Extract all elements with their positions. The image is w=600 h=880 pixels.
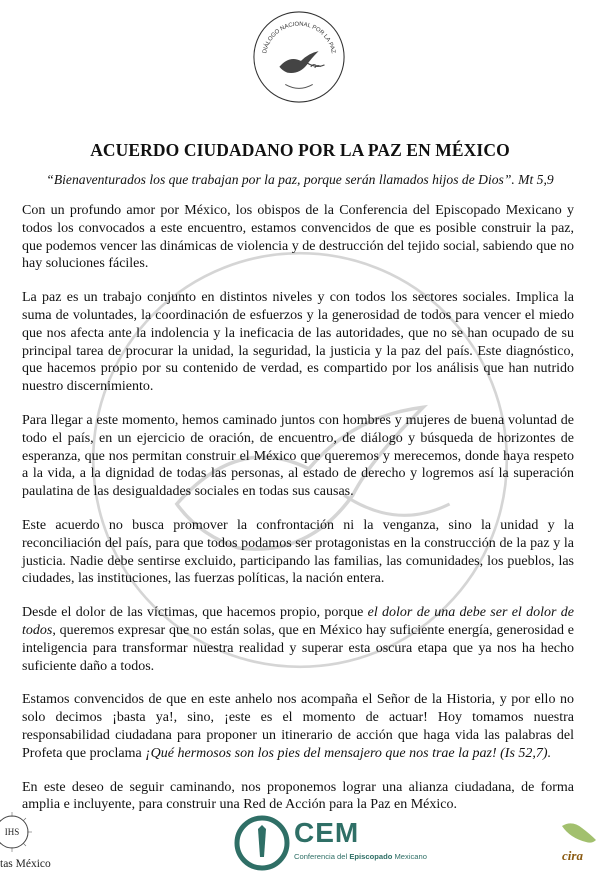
paragraph-1: Con un profundo amor por México, los obispos de la Conferencia del Episcopado Mexicano y todos los convocados a este encuentro, estamos convencidos de que es posible construir la paz, que podemos vencer las dinámicas de violencia y de destrucción del tejido social, sabiendo que no hay soluciones fáciles. (22, 203, 574, 272)
paragraph-6-emphasis: ¡Qué hermosos son los pies del mensajero que nos trae la paz! (Is 52,7). (145, 745, 552, 761)
paragraph-7: En este deseo de seguir caminando, nos proponemos lograr una alianza ciudadana, de forma amplia e incluyente, para construir una Red de Acción para la Paz en México. (22, 779, 574, 813)
paragraph-6 (22, 691, 574, 762)
cira-logo (558, 818, 600, 875)
ihs-text: IHS (4, 827, 20, 837)
cem-subtitle-a: Conferencia del (294, 852, 350, 861)
document-body (22, 202, 574, 830)
paragraph-5 (22, 604, 574, 675)
mexico-map-icon (558, 818, 600, 875)
jesuitas-caption: tas México (0, 858, 51, 870)
document-title: ACUERDO CIUDADANO POR LA PAZ EN MÉXICO (90, 140, 510, 160)
ihs-emblem-icon (0, 812, 32, 852)
jesuitas-logo (0, 812, 62, 875)
paragraph-6-text-a: Estamos convencidos de que en este anhelo nos acompaña el Señor de la Historia, y por ello no solo decimos ¡basta ya!, sino, ¡este es el momento de actuar! Hoy tomamos nuestra responsabilidad ciudadana para proponer un itinerario de acción que haga vida las palabras del Profeta que proclama (22, 692, 574, 761)
epigraph-quote: “Bienaventurados los que trabajan por la paz, porque serán llamados hijos de Dios”. Mt 5,9 (46, 172, 554, 187)
paragraph-5-text-a: Desde el dolor de las víctimas, que hacemos propio, porque (22, 605, 368, 621)
cem-subtitle (294, 852, 427, 861)
paragraph-5-text-b: , queremos expresar que no están solas, que en México hay suficiente energía, generosidad e inteligencia para transformar nuestra realidad y superar esta oscura etapa que ya nos ha hecho suficiente daño a todos. (22, 622, 574, 674)
paragraph-2: La paz es un trabajo conjunto en distintos niveles y con todos los sectores sociales. Implica la suma de voluntades, la coordinación de esfuerzos y la generosidad de todos para vencer el miedo que nos afecta ante la indolencia y la ineficacia de las autoridades, que no se han ocupado de su principal tarea de procurar la unidad, la seguridad, la justicia y la paz del país. Este diagnóstico, que hacemos propio por su contenido de verdad, es compartido por los análisis que han nutrido nuestro discernimiento. (22, 290, 574, 395)
svg-text:DIÁLOGO NACIONAL POR LA PAZ: DIÁLOGO NACIONAL POR LA PAZ (262, 21, 336, 55)
cem-subtitle-b: Episcopado (349, 852, 393, 861)
paragraph-4: Este acuerdo no busca promover la confrontación ni la venganza, sino la unidad y la reconciliación del país, para que todos podamos ser protagonistas en la construcción de la paz y la justicia. Nadie debe sentirse excluido, participando las familias, las comunidades, los pueblos, las ciudades, las instituciones, las fuerzas políticas, la nación entera. (22, 517, 574, 587)
dialogo-nacional-logo (250, 8, 348, 106)
cira-text: cira (562, 848, 583, 863)
paragraph-3: Para llegar a este momento, hemos caminado juntos con hombres y mujeres de buena voluntad de todo el país, en un ejercicio de oración, de encuentro, de diálogo y búsqueda de horizontes de esperanza, que nos permitan construir el México que queremos y merecemos, donde haya respeto a la vida, a la dignidad de todas las personas, al estado de derecho y logremos así la superación paulatina de las desigualdades sociales en todas sus causas. (22, 412, 574, 500)
cem-name: CEM (294, 817, 360, 848)
paragraph-5-emphasis: el dolor de una debe ser el dolor de todos (22, 605, 574, 638)
cem-subtitle-c: Mexicano (392, 852, 427, 861)
cem-emblem-icon (234, 815, 290, 871)
